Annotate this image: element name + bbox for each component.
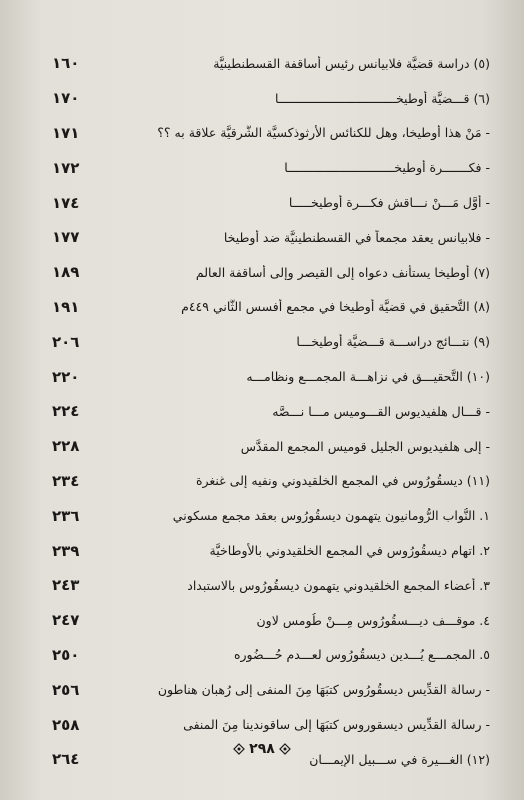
page-number: ٢٩٨ bbox=[249, 741, 275, 757]
toc-entry-title: ١. النُّواب الرُّومانيون يتهمون ديسقُورُوس بعقد مجمع مسكوني bbox=[172, 508, 490, 524]
toc-entry-page: ٢٣٦ bbox=[52, 506, 80, 525]
toc-entry-title: - مَنْ هذا أُوطيخا، وهل للكنائس الأرثوذكسيَّة الشَّرقيَّة علاقة به ؟؟ bbox=[157, 125, 490, 141]
toc-entry bbox=[52, 638, 490, 673]
toc-entry bbox=[52, 498, 490, 533]
toc-entry-page: ١٧١ bbox=[52, 123, 80, 142]
toc-entry-title: - فكـــــــرة أُوطيخـــــــــــــــــــــــــــــا bbox=[284, 160, 490, 176]
toc-entry bbox=[52, 46, 490, 81]
toc-entry-page: ١٦٠ bbox=[52, 54, 80, 73]
toc-entry bbox=[52, 185, 490, 220]
toc-entry-page: ١٧٧ bbox=[52, 228, 80, 247]
toc-entry bbox=[52, 603, 490, 638]
toc-entry bbox=[52, 359, 490, 394]
toc-entry bbox=[52, 150, 490, 185]
diamond-ornament-icon bbox=[279, 743, 291, 755]
toc-entry bbox=[52, 533, 490, 568]
toc-entry bbox=[52, 707, 490, 742]
toc-entry-title: - فلابيانس يعقد مجمعاً في القسطنطينيَّة ضد أُوطيخا bbox=[223, 229, 490, 245]
table-of-contents bbox=[52, 46, 490, 777]
toc-entry-page: ١٩١ bbox=[52, 297, 80, 316]
toc-entry-page: ١٧٢ bbox=[52, 158, 80, 177]
toc-entry-page: ٢٦٤ bbox=[52, 750, 80, 769]
toc-entry bbox=[52, 255, 490, 290]
toc-entry-title: (٨) التَّحقيق في قضيَّة أُوطيخا في مجمع أفسس الثَّاني ٤٤٩م bbox=[181, 299, 490, 315]
toc-entry-title: - إلى هلفيديوس الجليل قوميس المجمع المقدَّس bbox=[240, 438, 490, 454]
toc-entry-page: ١٨٩ bbox=[52, 263, 80, 282]
toc-entry-title: (٦) قـــضيَّة أُوطيخــــــــــــــــــــــــــــــــا bbox=[274, 90, 490, 106]
toc-entry-title: - أوَّل مَـــنْ نـــاقش فكـــرة أُوطيخـــــا bbox=[288, 195, 490, 211]
toc-entry-page: ٢٤٧ bbox=[52, 611, 80, 630]
toc-entry-title: ٣. أعضاء المجمع الخلقيدوني يتهمون ديسقُورُوس بالاستبداد bbox=[187, 577, 490, 593]
toc-entry-page: ١٧٤ bbox=[52, 193, 80, 212]
toc-entry-title: (٥) دراسة قضيَّة فلابيانس رئيس أساقفة القسطنطينيَّة bbox=[213, 55, 490, 71]
toc-entry-title: ٥. المجمـــع يُـــدين ديسقُورُوس لعـــدم حُـــضُوره bbox=[233, 647, 490, 663]
toc-entry bbox=[52, 672, 490, 707]
toc-entry bbox=[52, 464, 490, 499]
toc-entry-page: ٢٤٣ bbox=[52, 576, 80, 595]
toc-entry bbox=[52, 324, 490, 359]
toc-entry-title: - رسالة القدِّيس ديسقُورُوس كتبَهَا مِنَ المنفى إلى رُهبان هناطون bbox=[157, 682, 490, 698]
toc-entry-title: - رسالة القدِّيس ديسقوروس كتبَهَا إلى ساقوندينا مِنَ المنفى bbox=[183, 717, 490, 733]
toc-entry-title: (١١) ديسقُورُوس في المجمع الخلقيدوني ونفيه إلى غنغرة bbox=[195, 473, 490, 489]
toc-entry-page: ١٧٠ bbox=[52, 89, 80, 108]
toc-entry-page: ٢٢٠ bbox=[52, 367, 80, 386]
toc-entry bbox=[52, 429, 490, 464]
toc-entry-page: ٢٥٠ bbox=[52, 645, 80, 664]
toc-entry-title: - قـــال هلفيديوس القـــوميس مـــا نـــصَّه bbox=[272, 403, 490, 419]
toc-entry-page: ٢٠٦ bbox=[52, 332, 80, 351]
toc-entry bbox=[52, 81, 490, 116]
toc-entry-title: ٤. موقـــف ديـــسقُورُوس مِـــنْ طُومس لاون bbox=[256, 612, 490, 628]
toc-entry-title: (٧) أُوطيخا يستأنف دعواه إلى القيصر وإلى أساقفة العالم bbox=[195, 264, 490, 280]
toc-entry-title: (١٢) الغـــيرة في ســـبيل الإيمـــان bbox=[309, 751, 490, 767]
toc-entry-page: ٢٢٤ bbox=[52, 402, 80, 421]
toc-entry bbox=[52, 116, 490, 151]
toc-entry bbox=[52, 394, 490, 429]
page-footer bbox=[0, 741, 524, 757]
diamond-ornament-icon bbox=[233, 743, 245, 755]
toc-entry-page: ٢٣٩ bbox=[52, 541, 80, 560]
toc-entry-page: ٢٥٨ bbox=[52, 715, 80, 734]
toc-entry-page: ٢٢٨ bbox=[52, 437, 80, 456]
toc-entry bbox=[52, 290, 490, 325]
toc-entry-page: ٢٣٤ bbox=[52, 471, 80, 490]
toc-entry-page: ٢٥٦ bbox=[52, 680, 80, 699]
toc-entry-title: (١٠) التَّحقيـــق في نزاهـــة المجمـــع ونظامـــه bbox=[246, 369, 490, 385]
toc-entry bbox=[52, 220, 490, 255]
toc-entry bbox=[52, 568, 490, 603]
toc-entry-title: (٩) نتـــائج دراســـة قـــضيَّة أُوطيخـــا bbox=[296, 334, 490, 350]
toc-entry-title: ٢. اتهام ديسقُورُوس في المجمع الخلقيدوني بالأوطاخيَّة bbox=[209, 543, 490, 559]
